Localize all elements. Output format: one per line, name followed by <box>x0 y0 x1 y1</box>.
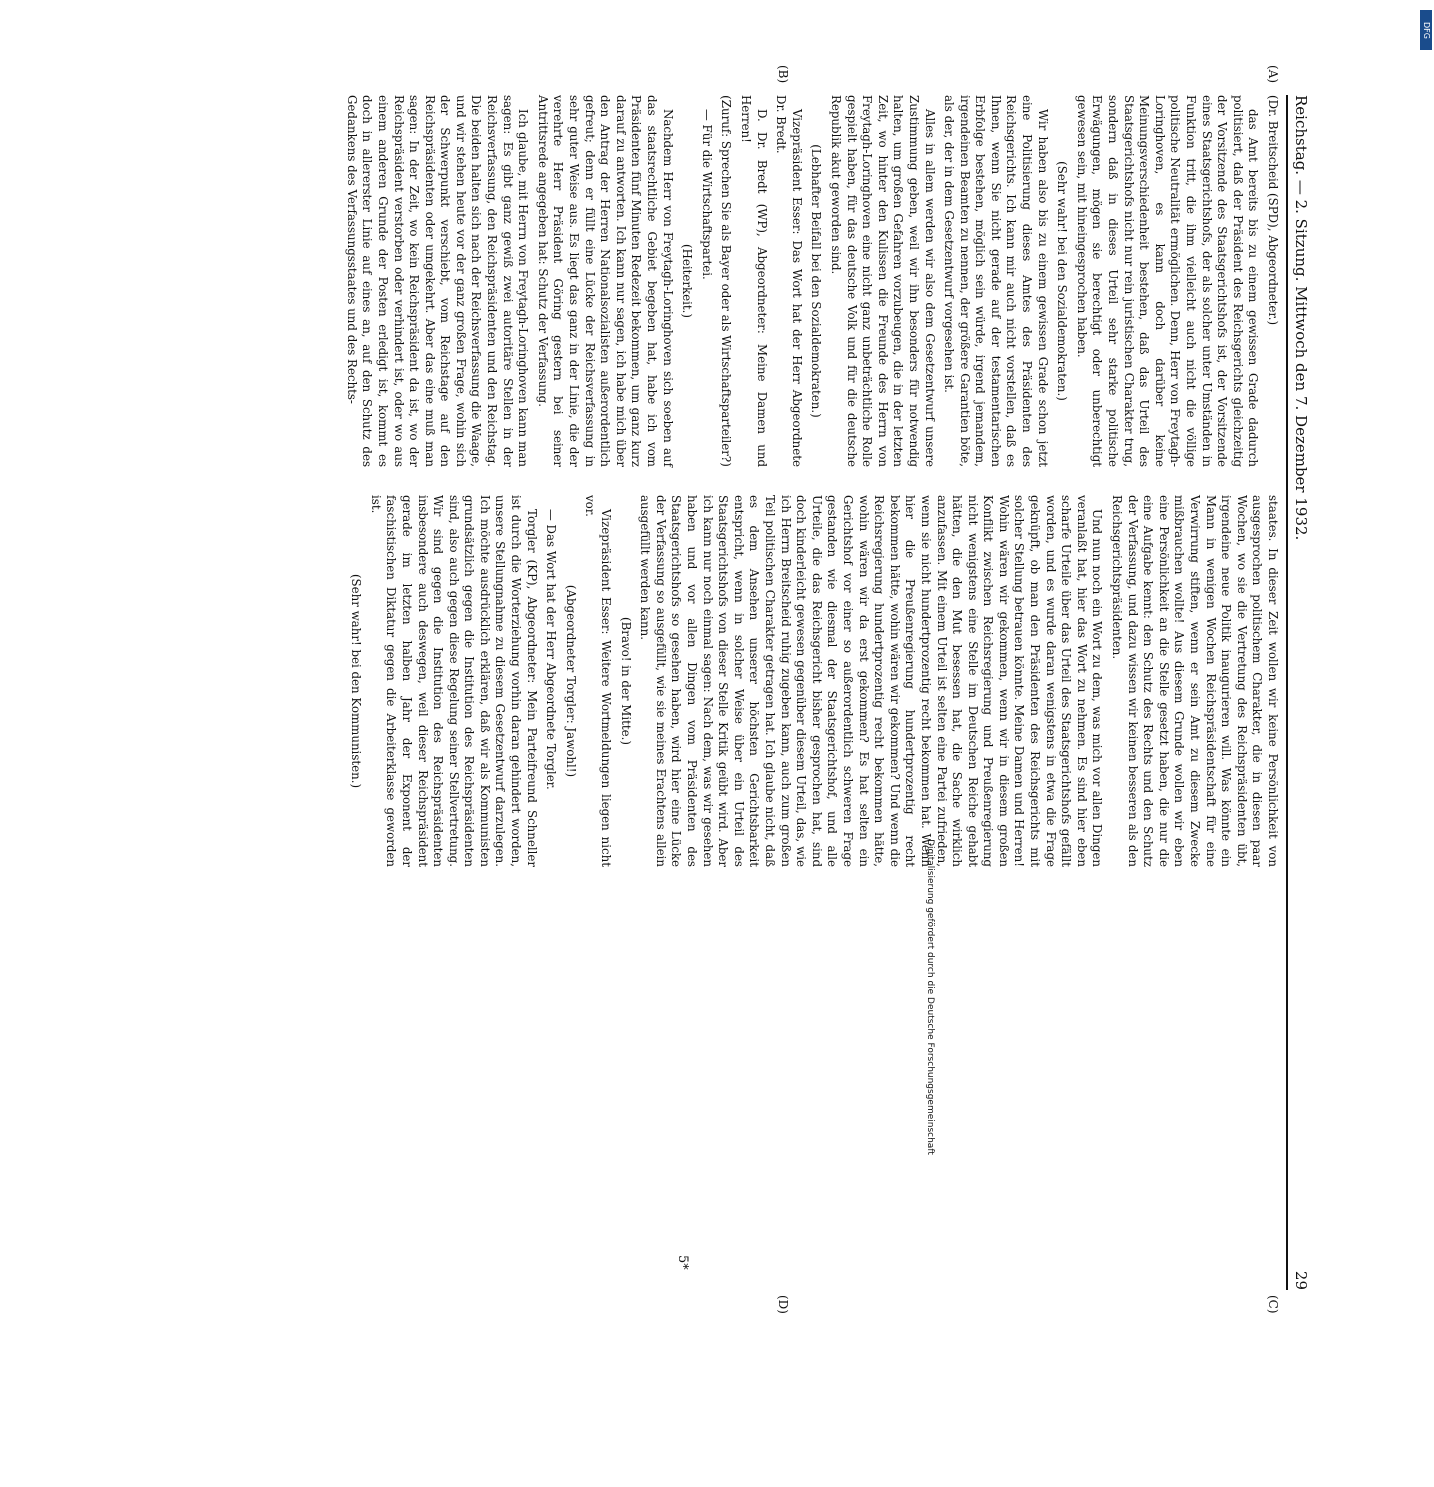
interjection: (Abgeordneter Torgler: Jawohl!) <box>563 584 578 778</box>
interjection: (Sehr wahr! bei den Sozialdemokraten.) <box>1055 161 1070 401</box>
margin-mark-a: (A) <box>1266 65 1280 84</box>
signature-mark: 5* <box>675 1255 690 1270</box>
interjection: (Bravo! in der Mitte.) <box>618 617 633 745</box>
paragraph: Ich glaube, mit Herrn von Freytagh-Loringhoven kann man sagen: Es gibt ganz gewiß zwei autoritäre Stellen in der Reichsverfassung, den Reichspräsidenten und den Reichstag. Die beiden halten sich nach der Reichsverfassung die Waage, und wir stehen heute vor der ganz großen Frage, wohin sich der Schwerpunkt verschiebt, vom Reichstage auf den Reichspräsidenten oder umgekehrt. Aber das eine muß man sagen: In der Zeit, wo kein Reichspräsident da ist, wo der Reichspräsident verstorben oder verhindert ist, oder wo aus einem anderen Grunde der Posten erledigt ist, kommt es doch in allererster Linie auf eines an, auf den Schutz des Gedankens des Verfassungsstaates und des Rechts- <box>344 95 531 467</box>
header-rule <box>1286 95 1288 1290</box>
paragraph: Nachdem Herr von Freytagh-Loringhoven sich soeben auf das staatsrechtliche Gebiet begeben hat, habe ich vom Präsidenten fünf Minuten Redezeit bekommen, um ganz kurz darauf zu antworten. Ich kann nur sagen, ich habe mich über den Antrag der Herren Nationalsozialisten außerordentlich gefreut; denn er füllt eine Lücke der Reichsverfassung in sehr guter Weise aus. Es liegt das ganz in der Linie, die der verehrte Herr Präsident Göring gestern bei seiner Antrittsrede angegeben hat: Schutz der Verfassung. <box>535 95 675 467</box>
paragraph: — Für die Wirtschaftspartei. <box>699 109 714 280</box>
dfg-logo: DFG <box>1420 10 1432 50</box>
interjection: (Sehr wahr! bei den Kommunisten.) <box>349 573 364 789</box>
paragraph: das Amt bereits bis zu einem gewissen Grade dadurch politisiert, daß der Präsident des Reichsgerichts gleichzeitig der Vorsitzende des Staatsgerichtshofs ist, der Vorsitzende eines Staatsgerichtshofs, der als solcher unter Umständen in Funktion tritt, die ihm vielleicht auch nicht die völlige politische Neutralität ermöglichen. Denn, Herr von Freytagh-Loringhoven, es kann doch darüber keine Meinungsverschiedenheit bestehen, daß das Urteil des Staatsgerichtshofs nicht nur rein juristischen Charakter trug, sondern daß in dieses Urteil sehr starke politische Erwägungen, mögen sie berechtigt oder unberechtigt gewesen sein, mit hineingesprochen haben. <box>1074 95 1261 467</box>
interjection: (Lebhafter Beifall bei den Sozialdemokraten.) <box>809 144 824 418</box>
speaker-intro: D. Dr. Bredt (WP), Abgeordneter: Meine Damen und Herren! <box>739 95 769 467</box>
interjection: (Heiterkeit.) <box>680 243 695 318</box>
chair-statement: Vizepräsident Esser: Weitere Wortmeldungen liegen nicht vor. <box>583 495 614 867</box>
text-column-right <box>344 495 1280 867</box>
paragraph: — Das Wort hat der Herr Abgeordnete Torgler. <box>544 509 559 790</box>
speaker-intro: Torgler (KP), Abgeordneter: Mein Parteifreund Schneller ist durch die Worterziehung vorhin daran gehindert worden, unsere Stellungnahme zu diesem Gesetzentwurf darzulegen. Ich möchte ausdrücklich erklären, daß wir als Kommunisten grundsätzlich gegen die Institution des Reichspräsidenten sind, also auch gegen diese Regelung seiner Stellvertretung. Wir sind gegen die Institution des Reichspräsidenten insbesondere auch deswegen, weil dieser Reichspräsident gerade im letzten halben Jahr der Exponent der faschistischen Diktatur gegen die Arbeiterklasse geworden ist. <box>368 495 539 867</box>
chair-statement: Vizepräsident Esser: Das Wort hat der Herr Abgeordnete Dr. Bredt. <box>774 95 804 467</box>
margin-mark-b: (B) <box>776 65 790 84</box>
page-number: 29 <box>1292 1270 1310 1290</box>
speaker-continuation: (Dr. Breitscheid (SPD), Abgeordneter.) <box>1266 95 1280 326</box>
running-head: Reichstag. — 2. Sitzung. Mittwoch den 7. Dezember 1932. <box>1292 95 1310 541</box>
text-column-left <box>339 95 1280 467</box>
paragraph: Alles in allem werden wir also dem Gesetzentwurf unsere Zustimmung geben, weil wir ihn besonders für notwendig halten, um großen Gefahren vorzubeugen, die in der letzten Zeit, wo hinter den Kulissen die Freunde des Herrn von Freytagh-Loringhoven eine nicht ganz unbeträchtliche Rolle gespielt haben, für das deutsche Volk und für die deutsche Republik akut geworden sind. <box>828 95 937 467</box>
margin-mark-c: (C) <box>1266 1295 1280 1314</box>
paragraph: Und nun noch ein Wort zu dem, was mich vor allen Dingen veranlaßt hat, hier das Wort zu nehmen. Es sind hier eben scharfe Urteile über das Urteil des Staatsgerichtshofs gefällt worden, und es wurde daran wenigstens in etwa die Frage geknüpft, ob man den Präsidenten des Reichsgerichts mit solcher Stellung betrauen könnte. Meine Damen und Herren! Wohin wären wir gekommen, wenn wir in diesem großen Konflikt zwischen Reichsregierung und Preußenregierung nicht wenigstens eine Stelle im Deutschen Reiche gehabt hätten, die den Mut besessen hat, die Sache wirklich anzufassen. Mit einem Urteil ist selten eine Partei zufrieden, wenn sie nicht hundertprozentig recht bekommen hat. Wenn hier die Preußenregierung hundertprozentig recht bekommen hätte, wohin wären wir gekommen? Und wenn die Reichsregierung hundertprozentig recht bekommen hätte, wohin wären wir da erst gekommen? Es hat selten ein Gerichtshof vor einer so außerordentlich schweren Frage gestanden wie diesmal der Staatsgerichtshof, und alle Urteile, die das Reichsgericht bisher gesprochen hat, sind doch kinderleicht gewesen gegenüber diesem Urteil, das, wie ich Herrn Breitscheid ruhig zugeben kann, auch zum großen Teil politischen Charakter getragen hat. Ich glaube nicht, daß es dem Ansehen unserer höchsten Gerichtsbarkeit entspricht, wenn in solcher Weise über ein Urteil des Staatsgerichtshofs von dieser Stelle Kritik geübt wird. Aber ich kann nur noch einmal sagen: Nach dem, was wir gesehen haben und vor allen Dingen vom Präsidenten des Staatsgerichtshofs so gesehen haben, wird hier eine Lücke der Verfassung so ausgefüllt, wie sie meines Erachtens allein ausgefüllt werden kann. <box>638 495 1105 867</box>
digitization-credit: Digitalisierung gefördert durch die Deutsche Forschungsgemeinschaft <box>925 839 935 1155</box>
paragraph: staates. In dieser Zeit wollen wir keine Persönlichkeit von ausgesprochen politischem Charakter, die in diesen paar Wochen, wo sie die Vertretung des Reichspräsidenten übt, irgendeine neue Politik inaugurieren will. Was könnte ein Mann in wenigen Wochen Reichspräsidentschaft für eine Verwirrung stiften, wenn er sein Amt zu diesem Zwecke mißbrauchen wollte! Aus diesem Grunde wollen wir eben eine Persönlichkeit an die Stelle gesetzt haben, die nur die eine Aufgabe kennt: den Schutz des Rechts und den Schutz der Verfassung, und dazu wissen wir keinen besseren als den Reichsgerichtspräsidenten. <box>1110 495 1280 867</box>
margin-mark-d: (D) <box>776 1295 790 1314</box>
page-header <box>1288 95 1310 1290</box>
paragraph: Wir haben also bis zu einem gewissen Grade schon jetzt eine Politisierung dieses Amtes des Präsidenten des Reichsgerichts. Ich kann mir auch nicht vorstellen, daß es Ihnen, wenn Sie nicht gerade auf der testamentarischen Erbfolge bestehen, möglich sein würde, irgend jemandem, irgendeinen Beamten zu nennen, der größere Garantien böte, als der, der in dem Gesetzentwurf vorgesehen ist. <box>942 95 1050 467</box>
interjection: (Zuruf: Sprechen Sie als Bayer oder als Wirtschaftsparteiler?) <box>719 95 734 467</box>
